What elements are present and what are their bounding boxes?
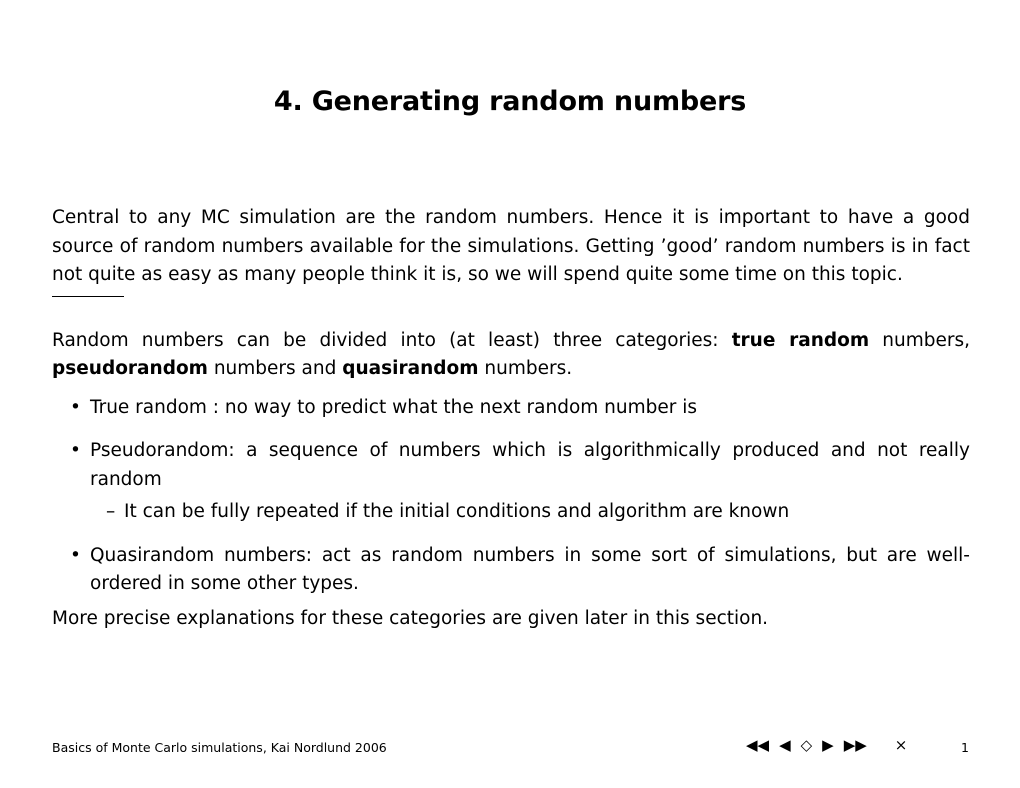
list-item-true-random [52,394,970,423]
slide-title: 4. Generating random numbers [273,86,747,117]
bullet-icon: • [70,544,81,566]
divider-rule [52,296,124,297]
term-pseudorandom: pseudorandom [52,358,208,379]
sub-list-item-text: It can be fully repeated if the initial conditions and algorithm are known [124,501,790,522]
first-page-icon[interactable]: ◀◀ [746,736,770,754]
list-item-text: True random : no way to predict what the next random number is [90,396,698,418]
list-item-pseudorandom [52,437,970,527]
categories-mid1: numbers, [869,329,970,351]
closing-paragraph: More precise explanations for these categories are given later in this section. [52,607,769,629]
list-item-quasirandom [52,542,970,599]
categories-paragraph [52,327,970,384]
last-page-icon[interactable]: ▶▶ [843,736,867,754]
category-list [52,394,970,599]
page-number: 1 [961,740,969,755]
sub-list-item [52,498,970,527]
term-quasirandom: quasirandom [342,358,479,379]
dash-icon: – [106,501,116,522]
previous-page-icon[interactable]: ◀ [779,736,791,754]
home-icon[interactable]: ◇ [800,736,813,754]
intro-paragraph: Central to any MC simulation are the random numbers. Hence it is important to have a good source of random numbers available for the simulations. Getting ’good’ random numbers is in fact not quite as easy as many people think it is, so we will spend quite some time on this topic. [52,207,970,285]
slide-body [52,204,970,633]
bullet-icon: • [70,396,81,418]
categories-mid2: numbers and [207,358,343,379]
list-item-text: Pseudorandom: a sequence of numbers which is algorithmically produced and not really random [90,440,970,490]
term-true-random: true random [731,329,870,351]
close-icon[interactable]: × [894,736,908,754]
list-item-text: Quasirandom numbers: act as random numbers in some sort of simulations, but are well-ordered in some other types. [90,544,970,594]
footer-credit: Basics of Monte Carlo simulations, Kai Nordlund 2006 [52,740,387,755]
bullet-icon: • [70,440,81,461]
navigation-controls [746,736,907,754]
categories-pre: Random numbers can be divided into (at least) three categories: [52,329,732,351]
categories-post: numbers. [478,358,573,379]
next-page-icon[interactable]: ▶ [822,736,834,754]
